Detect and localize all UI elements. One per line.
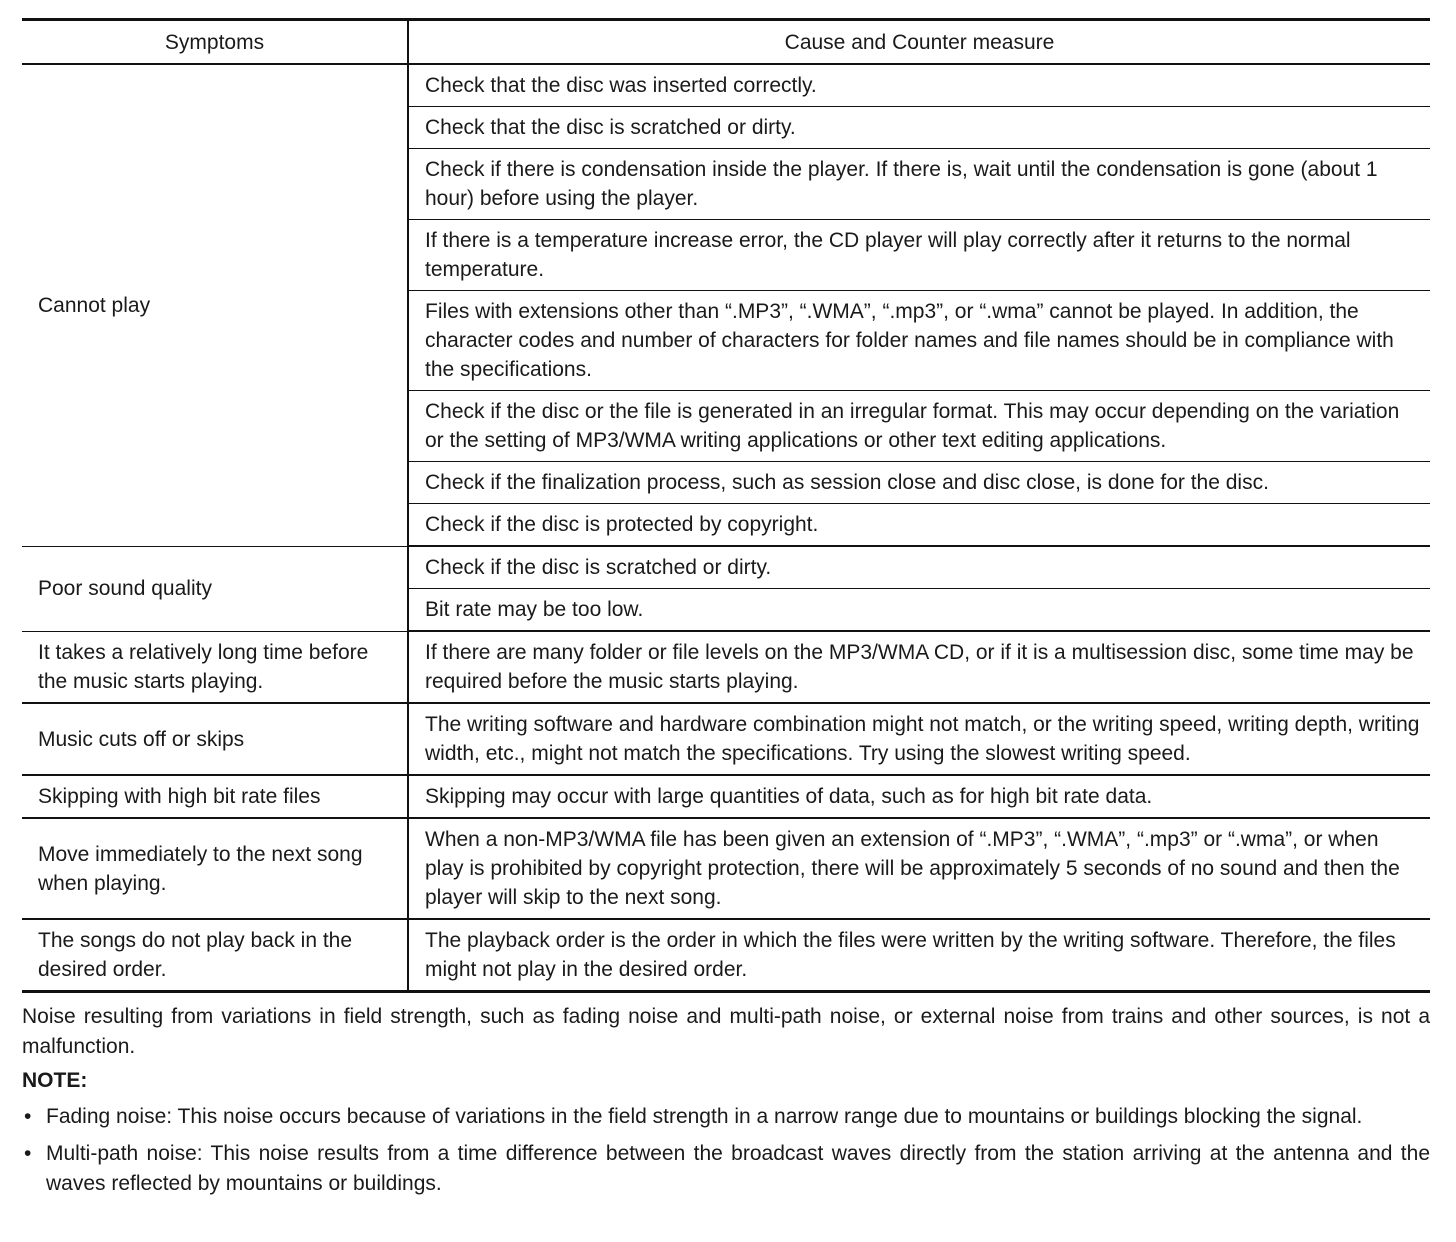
header-cause-countermeasure: Cause and Counter measure — [408, 20, 1430, 65]
cause-cell: The writing software and hardware combination might not match, or the writing speed, writing depth, writing width, etc., might not match the specifications. Try using the slowest writing speed. — [408, 703, 1430, 775]
note-list — [22, 1102, 1430, 1199]
table-row — [22, 818, 1430, 919]
note-text: Fading noise: This noise occurs because of variations in the field strength in a narrow range due to mountains or buildings blocking the signal. — [46, 1105, 1363, 1128]
cause-cell: Check if the disc or the file is generated in an irregular format. This may occur depending on the variation or the setting of MP3/WMA writing applications or other text editing applications. — [408, 391, 1430, 462]
note-text: Multi-path noise: This noise results from a time difference between the broadcast waves directly from the station arriving at the antenna and the waves reflected by mountains or buildings. — [46, 1142, 1430, 1195]
note-heading: NOTE: — [22, 1069, 88, 1092]
symptom-cell: Skipping with high bit rate files — [22, 775, 408, 818]
cause-cell: Bit rate may be too low. — [408, 589, 1430, 632]
table-row — [22, 64, 1430, 107]
symptom-cell: It takes a relatively long time before the music starts playing. — [22, 631, 408, 703]
cause-cell: Check if the disc is scratched or dirty. — [408, 546, 1430, 589]
list-item — [22, 1139, 1430, 1199]
table-row — [22, 631, 1430, 703]
cause-cell: The playback order is the order in which the files were written by the writing software. Therefore, the files might not play in the desired order. — [408, 919, 1430, 992]
cause-cell: If there is a temperature increase error, the CD player will play correctly after it returns to the normal temperature. — [408, 220, 1430, 291]
cause-cell: Check if the disc is protected by copyright. — [408, 504, 1430, 547]
table-header-row — [22, 20, 1430, 65]
symptom-cell: Cannot play — [22, 64, 408, 546]
troubleshooting-table — [22, 18, 1430, 993]
table-row — [22, 775, 1430, 818]
cause-cell: Check if there is condensation inside the player. If there is, wait until the condensation is gone (about 1 hour) before using the player. — [408, 149, 1430, 220]
noise-statement: Noise resulting from variations in field strength, such as fading noise and multi-path noise, or external noise from trains and other sources, is not a malfunction. — [22, 1005, 1430, 1058]
cause-cell: Check that the disc was inserted correctly. — [408, 64, 1430, 107]
symptom-cell: Move immediately to the next song when playing. — [22, 818, 408, 919]
bullet-icon: • — [24, 1105, 32, 1128]
cause-cell: If there are many folder or file levels on the MP3/WMA CD, or if it is a multisession disc, some time may be required before the music starts playing. — [408, 631, 1430, 703]
symptom-cell: Poor sound quality — [22, 546, 408, 631]
list-item — [22, 1102, 1430, 1132]
bullet-icon: • — [24, 1142, 32, 1165]
table-row — [22, 546, 1430, 589]
cause-cell: Skipping may occur with large quantities of data, such as for high bit rate data. — [408, 775, 1430, 818]
table-row — [22, 919, 1430, 992]
symptom-cell: Music cuts off or skips — [22, 703, 408, 775]
cause-cell: Check that the disc is scratched or dirty. — [408, 107, 1430, 149]
symptom-cell: The songs do not play back in the desired order. — [22, 919, 408, 992]
cause-cell: Files with extensions other than “.MP3”, “.WMA”, “.mp3”, or “.wma” cannot be played. In addition, the character codes and number of characters for folder names and file names should be in compliance with the specifications. — [408, 291, 1430, 391]
cause-cell: Check if the finalization process, such as session close and disc close, is done for the disc. — [408, 462, 1430, 504]
notes-section — [22, 1002, 1430, 1206]
cause-cell: When a non-MP3/WMA file has been given an extension of “.MP3”, “.WMA”, “.mp3” or “.wma”, or when play is prohibited by copyright protection, there will be approximately 5 seconds of no sound and then the player will skip to the next song. — [408, 818, 1430, 919]
header-symptoms: Symptoms — [22, 20, 408, 65]
table-row — [22, 703, 1430, 775]
